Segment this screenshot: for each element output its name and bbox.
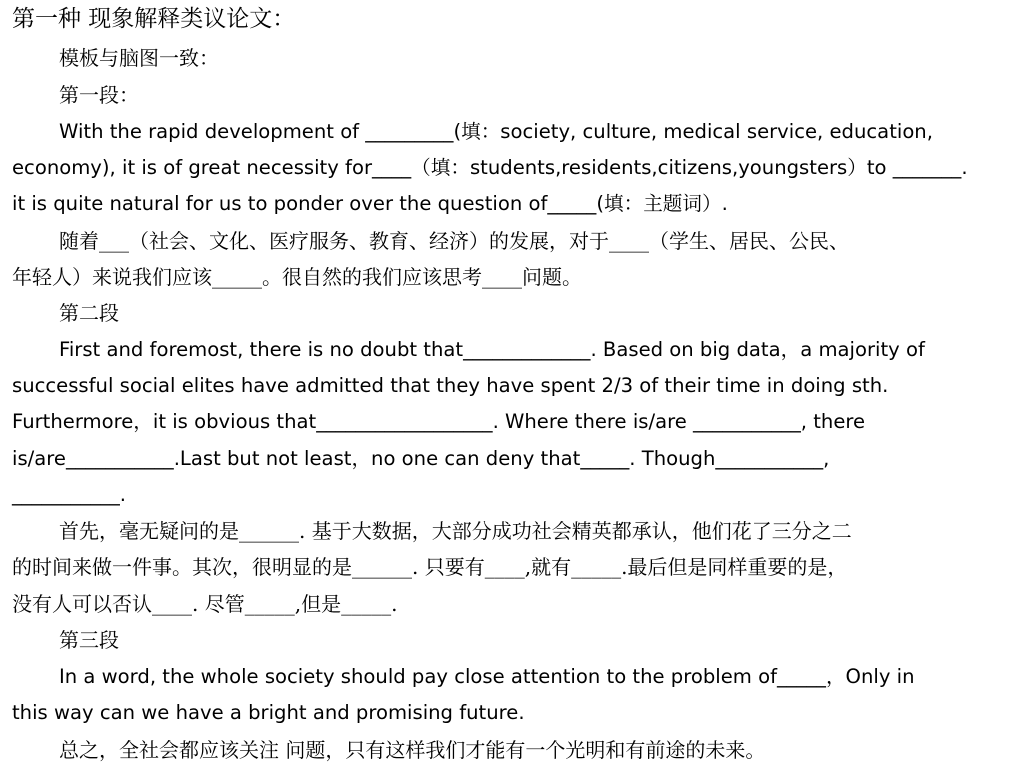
paragraph-2-heading: 第二段 [59, 301, 119, 325]
paragraph-1-cn-line: 年轻人）来说我们应该_____。很自然的我们应该思考____问题。 [12, 265, 582, 289]
paragraph-2-cn-line: 没有人可以否认____. 尽管_____,但是_____. [12, 592, 398, 616]
document-title: 第一种 现象解释类议论文： [12, 6, 296, 32]
paragraph-1-en-line: With the rapid development of _________(填：society, culture, medical service, education, [59, 120, 933, 143]
paragraph-3-heading: 第三段 [59, 628, 119, 652]
paragraph-1-cn-line: 随着___（社会、文化、医疗服务、教育、经济）的发展，对于____（学生、居民、公民、 [59, 229, 849, 253]
paragraph-2-en-line: is/are___________.Last but not least，no one can deny that_____. Though___________, [12, 447, 830, 470]
paragraph-2-en-line: First and foremost, there is no doubt that_____________. Based on big data，a majority of [59, 338, 925, 361]
paragraph-3-en-line: this way can we have a bright and promising future. [12, 701, 525, 724]
paragraph-1-en-line: it is quite natural for us to ponder over the question of_____(填：主题词）. [12, 192, 728, 215]
paragraph-2-en-line: Furthermore，it is obvious that__________________. Where there is/are ___________, there [12, 410, 866, 433]
paragraph-2-cn-line: 首先，毫无疑问的是______. 基于大数据，大部分成功社会精英都承认，他们花了三分之二 [59, 519, 852, 543]
paragraph-3-cn-line: 总之，全社会都应该关注 问题，只有这样我们才能有一个光明和有前途的未来。 [59, 738, 766, 762]
paragraph-2-cn-line: 的时间来做一件事。其次，很明显的是______. 只要有____,就有_____.最后但是同样重要的是， [12, 555, 848, 579]
paragraph-2-en-line: successful social elites have admitted that they have spent 2/3 of their time in doing sth. [12, 374, 889, 397]
paragraph-1-heading: 第一段： [59, 83, 139, 107]
template-note: 模板与脑图一致： [59, 46, 219, 70]
paragraph-2-en-line: ___________. [12, 483, 126, 506]
paragraph-1-en-line: economy), it is of great necessity for____（填：students,residents,citizens,youngsters）to _______. [12, 156, 968, 179]
paragraph-3-en-line: In a word, the whole society should pay close attention to the problem of_____，Only in [59, 665, 915, 688]
